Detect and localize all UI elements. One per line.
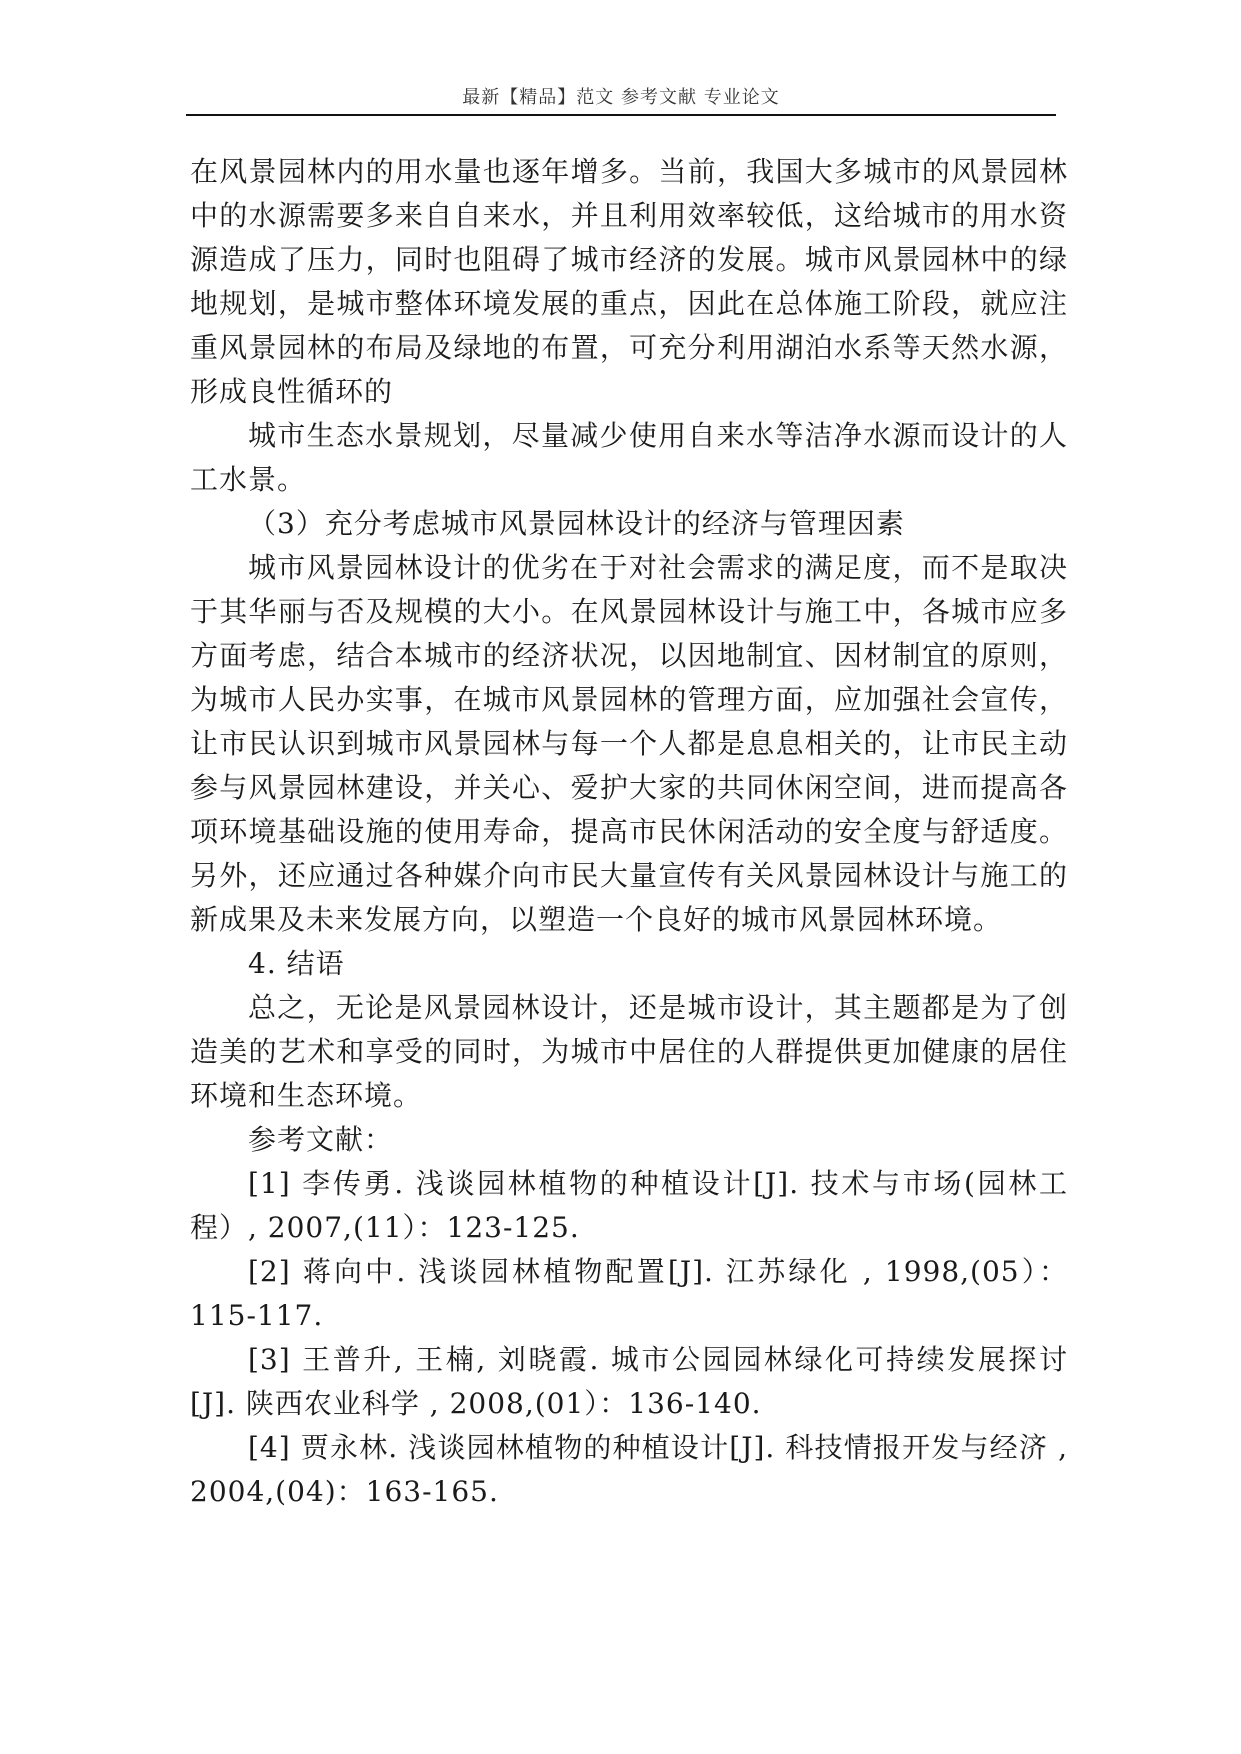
paragraph-waterscape-planning: 城市生态水景规划，尽量减少使用自来水等洁净水源而设计的人工水景。 bbox=[190, 419, 1068, 496]
references-title: 参考文献： bbox=[248, 1123, 394, 1156]
reference-item: [1] 李传勇. 浅谈园林植物的种植设计[J]. 技术与市场(园林工程）, 2007,(11）：123-125. bbox=[190, 1167, 1068, 1244]
document-body bbox=[190, 150, 1068, 1514]
section-heading-economy-management: （3）充分考虑城市风景园林设计的经济与管理因素 bbox=[248, 507, 905, 540]
reference-item: [2] 蒋向中. 浅谈园林植物配置[J]. 江苏绿化 , 1998,(05）：115-117. bbox=[190, 1255, 1068, 1332]
paragraph-water-usage: 在风景园林内的用水量也逐年增多。当前，我国大多城市的风景园林中的水源需要多来自自来水，并且利用效率较低，这给城市的用水资源造成了压力，同时也阻碍了城市经济的发展。城市风景园林中的绿地规划，是城市整体环境发展的重点，因此在总体施工阶段，就应注重风景园林的布局及绿地的布置，可充分利用湖泊水系等天然水源，形成良性循环的 bbox=[190, 155, 1068, 408]
reference-item: [4] 贾永林. 浅谈园林植物的种植设计[J]. 科技情报开发与经济 , 2004,(04)：163-165. bbox=[190, 1431, 1068, 1508]
page-header: 最新【精品】范文 参考文献 专业论文 bbox=[462, 87, 780, 108]
paragraph-conclusion: 总之，无论是风景园林设计，还是城市设计，其主题都是为了创造美的艺术和享受的同时，为城市中居住的人群提供更加健康的居住环境和生态环境。 bbox=[190, 991, 1068, 1112]
paragraph-economy-management: 城市风景园林设计的优劣在于对社会需求的满足度，而不是取决于其华丽与否及规模的大小。在风景园林设计与施工中，各城市应多方面考虑，结合本城市的经济状况，以因地制宜、因材制宜的原则，为城市人民办实事，在城市风景园林的管理方面，应加强社会宣传，让市民认识到城市风景园林与每一个人都是息息相关的，让市民主动参与风景园林建设，并关心、爱护大家的共同休闲空间，进而提高各项环境基础设施的使用寿命，提高市民休闲活动的安全度与舒适度。另外，还应通过各种媒介向市民大量宣传有关风景园林设计与施工的新成果及未来发展方向，以塑造一个良好的城市风景园林环境。 bbox=[190, 551, 1068, 936]
reference-item: [3] 王普升, 王楠, 刘晓霞. 城市公园园林绿化可持续发展探讨[J]. 陕西农业科学 , 2008,(01）：136-140. bbox=[190, 1343, 1068, 1420]
header-divider bbox=[186, 114, 1056, 116]
section-heading-conclusion: 4. 结语 bbox=[248, 947, 345, 980]
